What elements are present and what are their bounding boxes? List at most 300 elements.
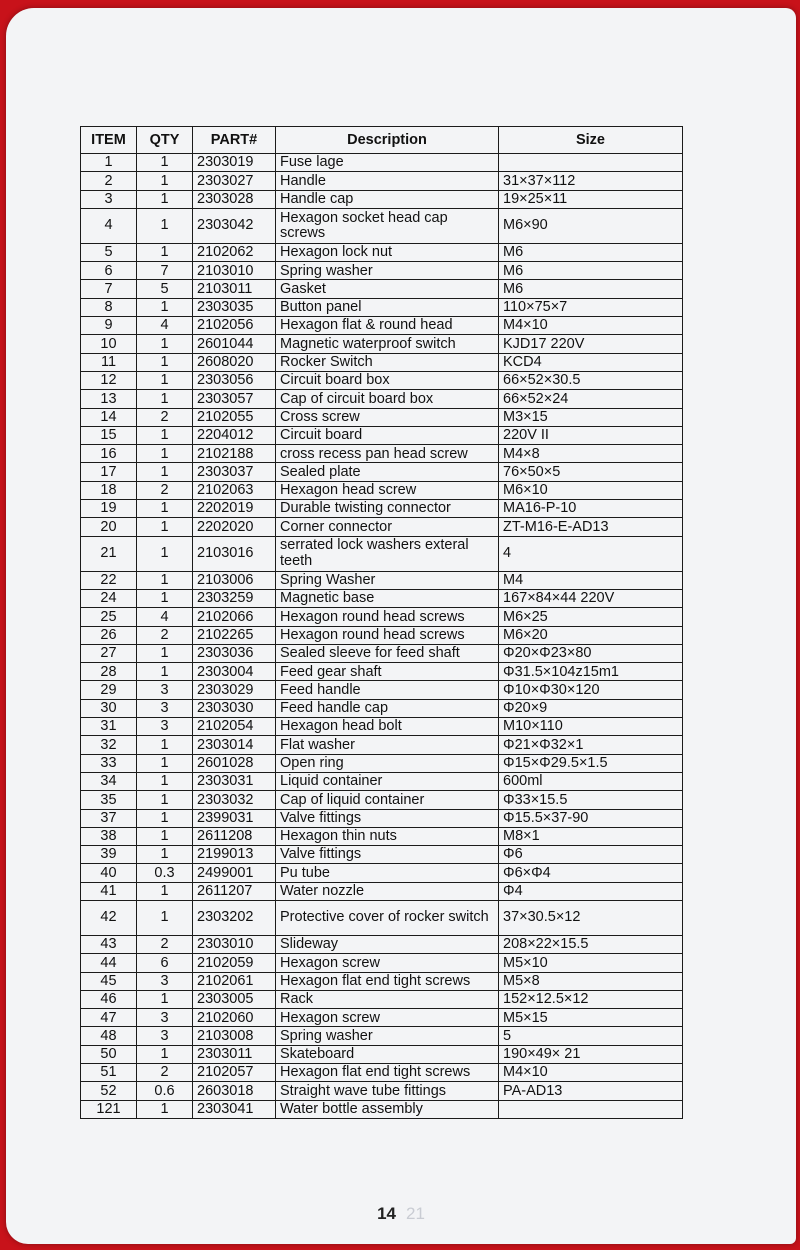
- qty-cell: 1: [137, 518, 193, 536]
- description-cell: Button panel: [276, 298, 499, 316]
- item-cell: 12: [81, 371, 137, 389]
- table-row: [81, 736, 683, 754]
- part-number-cell: 2103011: [193, 280, 276, 298]
- item-cell: 20: [81, 518, 137, 536]
- part-number-cell: 2103008: [193, 1027, 276, 1045]
- size-cell: 5: [499, 1027, 683, 1045]
- qty-cell: 1: [137, 900, 193, 935]
- part-number-cell: 2204012: [193, 426, 276, 444]
- table-row: [81, 589, 683, 607]
- size-cell: KCD4: [499, 353, 683, 371]
- part-number-cell: 2303031: [193, 772, 276, 790]
- item-cell: 43: [81, 935, 137, 953]
- table-row: [81, 681, 683, 699]
- part-number-cell: 2103010: [193, 262, 276, 280]
- table-row: [81, 463, 683, 481]
- part-number-cell: 2499001: [193, 864, 276, 882]
- size-cell: 167×84×44 220V: [499, 589, 683, 607]
- description-cell: Circuit board box: [276, 371, 499, 389]
- part-number-cell: 2303010: [193, 935, 276, 953]
- qty-cell: 1: [137, 1045, 193, 1063]
- qty-cell: 5: [137, 280, 193, 298]
- manual-page: [6, 8, 796, 1244]
- qty-cell: 0.6: [137, 1082, 193, 1100]
- description-cell: Spring Washer: [276, 571, 499, 589]
- part-number-cell: 2102062: [193, 243, 276, 261]
- size-cell: Φ6: [499, 846, 683, 864]
- item-cell: 32: [81, 736, 137, 754]
- part-number-cell: 2303005: [193, 990, 276, 1008]
- part-number-cell: 2102188: [193, 445, 276, 463]
- item-cell: 10: [81, 335, 137, 353]
- item-cell: 18: [81, 481, 137, 499]
- part-number-cell: 2303030: [193, 699, 276, 717]
- header-item: ITEM: [81, 127, 137, 154]
- size-cell: M4×8: [499, 445, 683, 463]
- qty-cell: 1: [137, 208, 193, 243]
- description-cell: Water bottle assembly: [276, 1100, 499, 1118]
- size-cell: 190×49× 21: [499, 1045, 683, 1063]
- part-number-cell: 2199013: [193, 846, 276, 864]
- part-number-cell: 2303042: [193, 208, 276, 243]
- table-row: [81, 371, 683, 389]
- description-cell: Liquid container: [276, 772, 499, 790]
- part-number-cell: 2303056: [193, 371, 276, 389]
- qty-cell: 1: [137, 445, 193, 463]
- qty-cell: 4: [137, 608, 193, 626]
- qty-cell: 1: [137, 353, 193, 371]
- item-cell: 44: [81, 954, 137, 972]
- item-cell: 121: [81, 1100, 137, 1118]
- table-row: [81, 626, 683, 644]
- size-cell: 220V II: [499, 426, 683, 444]
- qty-cell: 0.3: [137, 864, 193, 882]
- header-description: Description: [276, 127, 499, 154]
- part-number-cell: 2608020: [193, 353, 276, 371]
- description-cell: Spring washer: [276, 262, 499, 280]
- size-cell: 66×52×24: [499, 390, 683, 408]
- item-cell: 4: [81, 208, 137, 243]
- qty-cell: 1: [137, 791, 193, 809]
- item-cell: 21: [81, 536, 137, 571]
- size-cell: Φ31.5×104z15m1: [499, 663, 683, 681]
- qty-cell: 3: [137, 1027, 193, 1045]
- item-cell: 8: [81, 298, 137, 316]
- description-cell: Circuit board: [276, 426, 499, 444]
- description-cell: Open ring: [276, 754, 499, 772]
- qty-cell: 1: [137, 298, 193, 316]
- size-cell: M5×8: [499, 972, 683, 990]
- table-row: [81, 754, 683, 772]
- size-cell: M6×25: [499, 608, 683, 626]
- size-cell: 76×50×5: [499, 463, 683, 481]
- part-number-cell: 2303011: [193, 1045, 276, 1063]
- description-cell: Valve fittings: [276, 846, 499, 864]
- part-number-cell: 2611207: [193, 882, 276, 900]
- size-cell: M6×20: [499, 626, 683, 644]
- table-row: [81, 390, 683, 408]
- qty-cell: 1: [137, 371, 193, 389]
- description-cell: Sealed sleeve for feed shaft: [276, 644, 499, 662]
- description-cell: Hexagon flat & round head: [276, 317, 499, 335]
- page-footer: [6, 1204, 796, 1224]
- qty-cell: 4: [137, 317, 193, 335]
- qty-cell: 2: [137, 935, 193, 953]
- table-row: [81, 335, 683, 353]
- description-cell: Hexagon flat end tight screws: [276, 1064, 499, 1082]
- part-number-cell: 2303028: [193, 190, 276, 208]
- description-cell: Hexagon round head screws: [276, 608, 499, 626]
- size-cell: M4×10: [499, 317, 683, 335]
- page-number: 14: [377, 1204, 396, 1223]
- size-cell: M6: [499, 280, 683, 298]
- item-cell: 48: [81, 1027, 137, 1045]
- qty-cell: 1: [137, 827, 193, 845]
- table-row: [81, 500, 683, 518]
- table-row: [81, 208, 683, 243]
- item-cell: 11: [81, 353, 137, 371]
- item-cell: 31: [81, 718, 137, 736]
- part-number-cell: 2303032: [193, 791, 276, 809]
- part-number-cell: 2102059: [193, 954, 276, 972]
- item-cell: 19: [81, 500, 137, 518]
- item-cell: 16: [81, 445, 137, 463]
- part-number-cell: 2102060: [193, 1009, 276, 1027]
- table-row: [81, 882, 683, 900]
- description-cell: Magnetic base: [276, 589, 499, 607]
- part-number-cell: 2102066: [193, 608, 276, 626]
- description-cell: Water nozzle: [276, 882, 499, 900]
- item-cell: 29: [81, 681, 137, 699]
- size-cell: 19×25×11: [499, 190, 683, 208]
- item-cell: 38: [81, 827, 137, 845]
- size-cell: 31×37×112: [499, 172, 683, 190]
- item-cell: 37: [81, 809, 137, 827]
- item-cell: 26: [81, 626, 137, 644]
- parts-table-body: [81, 154, 683, 1119]
- qty-cell: 1: [137, 1100, 193, 1118]
- qty-cell: 1: [137, 571, 193, 589]
- description-cell: Valve fittings: [276, 809, 499, 827]
- size-cell: Φ33×15.5: [499, 791, 683, 809]
- description-cell: Flat washer: [276, 736, 499, 754]
- item-cell: 46: [81, 990, 137, 1008]
- table-row: [81, 827, 683, 845]
- table-row: [81, 809, 683, 827]
- part-number-cell: 2303037: [193, 463, 276, 481]
- size-cell: Φ4: [499, 882, 683, 900]
- part-number-cell: 2102063: [193, 481, 276, 499]
- table-row: [81, 900, 683, 935]
- table-row: [81, 481, 683, 499]
- size-cell: M5×10: [499, 954, 683, 972]
- table-row: [81, 972, 683, 990]
- qty-cell: 2: [137, 408, 193, 426]
- description-cell: Cap of liquid container: [276, 791, 499, 809]
- item-cell: 13: [81, 390, 137, 408]
- part-number-cell: 2202019: [193, 500, 276, 518]
- qty-cell: 1: [137, 882, 193, 900]
- qty-cell: 2: [137, 481, 193, 499]
- table-header-row: [81, 127, 683, 154]
- qty-cell: 1: [137, 536, 193, 571]
- mirrored-page-number: 21: [406, 1204, 425, 1223]
- part-number-cell: 2303259: [193, 589, 276, 607]
- description-cell: Hexagon flat end tight screws: [276, 972, 499, 990]
- qty-cell: 2: [137, 1064, 193, 1082]
- description-cell: Cross screw: [276, 408, 499, 426]
- size-cell: M5×15: [499, 1009, 683, 1027]
- item-cell: 51: [81, 1064, 137, 1082]
- item-cell: 7: [81, 280, 137, 298]
- table-row: [81, 1082, 683, 1100]
- description-cell: Hexagon head screw: [276, 481, 499, 499]
- description-cell: Hexagon lock nut: [276, 243, 499, 261]
- size-cell: M3×15: [499, 408, 683, 426]
- qty-cell: 7: [137, 262, 193, 280]
- item-cell: 39: [81, 846, 137, 864]
- part-number-cell: 2102055: [193, 408, 276, 426]
- part-number-cell: 2303029: [193, 681, 276, 699]
- size-cell: Φ21×Φ32×1: [499, 736, 683, 754]
- parts-table: [80, 126, 683, 1119]
- size-cell: 4: [499, 536, 683, 571]
- description-cell: Hexagon socket head cap screws: [276, 208, 499, 243]
- table-row: [81, 864, 683, 882]
- item-cell: 22: [81, 571, 137, 589]
- item-cell: 5: [81, 243, 137, 261]
- description-cell: Handle: [276, 172, 499, 190]
- table-row: [81, 990, 683, 1008]
- qty-cell: 1: [137, 243, 193, 261]
- qty-cell: 6: [137, 954, 193, 972]
- qty-cell: 1: [137, 335, 193, 353]
- qty-cell: 1: [137, 154, 193, 172]
- size-cell: M6: [499, 262, 683, 280]
- table-row: [81, 772, 683, 790]
- description-cell: Handle cap: [276, 190, 499, 208]
- table-row: [81, 317, 683, 335]
- description-cell: Gasket: [276, 280, 499, 298]
- table-row: [81, 1064, 683, 1082]
- table-row: [81, 718, 683, 736]
- part-number-cell: 2103006: [193, 571, 276, 589]
- part-number-cell: 2202020: [193, 518, 276, 536]
- qty-cell: 1: [137, 990, 193, 1008]
- item-cell: 15: [81, 426, 137, 444]
- description-cell: Protective cover of rocker switch: [276, 900, 499, 935]
- item-cell: 45: [81, 972, 137, 990]
- part-number-cell: 2303036: [193, 644, 276, 662]
- item-cell: 42: [81, 900, 137, 935]
- item-cell: 33: [81, 754, 137, 772]
- qty-cell: 1: [137, 644, 193, 662]
- size-cell: Φ15.5×37-90: [499, 809, 683, 827]
- size-cell: M6×90: [499, 208, 683, 243]
- part-number-cell: 2601028: [193, 754, 276, 772]
- description-cell: Magnetic waterproof switch: [276, 335, 499, 353]
- description-cell: cross recess pan head screw: [276, 445, 499, 463]
- table-row: [81, 663, 683, 681]
- part-number-cell: 2303035: [193, 298, 276, 316]
- item-cell: 28: [81, 663, 137, 681]
- table-row: [81, 172, 683, 190]
- description-cell: Pu tube: [276, 864, 499, 882]
- description-cell: Feed gear shaft: [276, 663, 499, 681]
- description-cell: Fuse lage: [276, 154, 499, 172]
- qty-cell: 1: [137, 172, 193, 190]
- description-cell: Cap of circuit board box: [276, 390, 499, 408]
- part-number-cell: 2611208: [193, 827, 276, 845]
- header-qty: QTY: [137, 127, 193, 154]
- description-cell: Rack: [276, 990, 499, 1008]
- size-cell: M10×110: [499, 718, 683, 736]
- table-row: [81, 190, 683, 208]
- table-row: [81, 154, 683, 172]
- table-row: [81, 571, 683, 589]
- description-cell: Hexagon screw: [276, 954, 499, 972]
- size-cell: 66×52×30.5: [499, 371, 683, 389]
- size-cell: Φ6×Φ4: [499, 864, 683, 882]
- qty-cell: 1: [137, 754, 193, 772]
- size-cell: 208×22×15.5: [499, 935, 683, 953]
- item-cell: 6: [81, 262, 137, 280]
- item-cell: 40: [81, 864, 137, 882]
- qty-cell: 3: [137, 972, 193, 990]
- size-cell: Φ15×Φ29.5×1.5: [499, 754, 683, 772]
- qty-cell: 3: [137, 1009, 193, 1027]
- part-number-cell: 2399031: [193, 809, 276, 827]
- size-cell: [499, 154, 683, 172]
- item-cell: 17: [81, 463, 137, 481]
- table-row: [81, 280, 683, 298]
- item-cell: 30: [81, 699, 137, 717]
- table-row: [81, 262, 683, 280]
- description-cell: Spring washer: [276, 1027, 499, 1045]
- size-cell: Φ20×Φ23×80: [499, 644, 683, 662]
- table-row: [81, 445, 683, 463]
- table-row: [81, 426, 683, 444]
- description-cell: Skateboard: [276, 1045, 499, 1063]
- item-cell: 24: [81, 589, 137, 607]
- part-number-cell: 2103016: [193, 536, 276, 571]
- part-number-cell: 2601044: [193, 335, 276, 353]
- description-cell: Durable twisting connector: [276, 500, 499, 518]
- table-row: [81, 536, 683, 571]
- part-number-cell: 2303041: [193, 1100, 276, 1118]
- table-row: [81, 644, 683, 662]
- part-number-cell: 2102265: [193, 626, 276, 644]
- size-cell: [499, 1100, 683, 1118]
- item-cell: 3: [81, 190, 137, 208]
- item-cell: 14: [81, 408, 137, 426]
- description-cell: Feed handle cap: [276, 699, 499, 717]
- table-row: [81, 408, 683, 426]
- table-row: [81, 608, 683, 626]
- qty-cell: 2: [137, 626, 193, 644]
- description-cell: Hexagon round head screws: [276, 626, 499, 644]
- header-size: Size: [499, 127, 683, 154]
- qty-cell: 3: [137, 681, 193, 699]
- table-row: [81, 935, 683, 953]
- item-cell: 35: [81, 791, 137, 809]
- qty-cell: 3: [137, 718, 193, 736]
- part-number-cell: 2102054: [193, 718, 276, 736]
- size-cell: 110×75×7: [499, 298, 683, 316]
- description-cell: Hexagon thin nuts: [276, 827, 499, 845]
- table-row: [81, 298, 683, 316]
- part-number-cell: 2303004: [193, 663, 276, 681]
- size-cell: MA16-P-10: [499, 500, 683, 518]
- item-cell: 1: [81, 154, 137, 172]
- part-number-cell: 2102057: [193, 1064, 276, 1082]
- qty-cell: 1: [137, 663, 193, 681]
- table-row: [81, 1045, 683, 1063]
- size-cell: 600ml: [499, 772, 683, 790]
- table-row: [81, 1100, 683, 1118]
- qty-cell: 1: [137, 736, 193, 754]
- size-cell: 37×30.5×12: [499, 900, 683, 935]
- description-cell: Feed handle: [276, 681, 499, 699]
- part-number-cell: 2303057: [193, 390, 276, 408]
- part-number-cell: 2303019: [193, 154, 276, 172]
- item-cell: 25: [81, 608, 137, 626]
- part-number-cell: 2102061: [193, 972, 276, 990]
- table-row: [81, 846, 683, 864]
- size-cell: Φ10×Φ30×120: [499, 681, 683, 699]
- table-row: [81, 243, 683, 261]
- table-row: [81, 954, 683, 972]
- size-cell: PA-AD13: [499, 1082, 683, 1100]
- size-cell: M6: [499, 243, 683, 261]
- item-cell: 41: [81, 882, 137, 900]
- qty-cell: 1: [137, 809, 193, 827]
- table-row: [81, 791, 683, 809]
- size-cell: M8×1: [499, 827, 683, 845]
- description-cell: Rocker Switch: [276, 353, 499, 371]
- qty-cell: 1: [137, 772, 193, 790]
- qty-cell: 1: [137, 390, 193, 408]
- description-cell: Straight wave tube fittings: [276, 1082, 499, 1100]
- size-cell: M4×10: [499, 1064, 683, 1082]
- part-number-cell: 2603018: [193, 1082, 276, 1100]
- table-row: [81, 353, 683, 371]
- item-cell: 50: [81, 1045, 137, 1063]
- qty-cell: 1: [137, 500, 193, 518]
- part-number-cell: 2303027: [193, 172, 276, 190]
- size-cell: M4: [499, 571, 683, 589]
- qty-cell: 1: [137, 426, 193, 444]
- table-row: [81, 1009, 683, 1027]
- description-cell: Sealed plate: [276, 463, 499, 481]
- item-cell: 52: [81, 1082, 137, 1100]
- description-cell: Slideway: [276, 935, 499, 953]
- qty-cell: 1: [137, 463, 193, 481]
- size-cell: KJD17 220V: [499, 335, 683, 353]
- item-cell: 27: [81, 644, 137, 662]
- table-row: [81, 518, 683, 536]
- item-cell: 9: [81, 317, 137, 335]
- size-cell: 152×12.5×12: [499, 990, 683, 1008]
- table-row: [81, 699, 683, 717]
- size-cell: Φ20×9: [499, 699, 683, 717]
- size-cell: M6×10: [499, 481, 683, 499]
- item-cell: 47: [81, 1009, 137, 1027]
- part-number-cell: 2303202: [193, 900, 276, 935]
- part-number-cell: 2102056: [193, 317, 276, 335]
- qty-cell: 1: [137, 589, 193, 607]
- table-row: [81, 1027, 683, 1045]
